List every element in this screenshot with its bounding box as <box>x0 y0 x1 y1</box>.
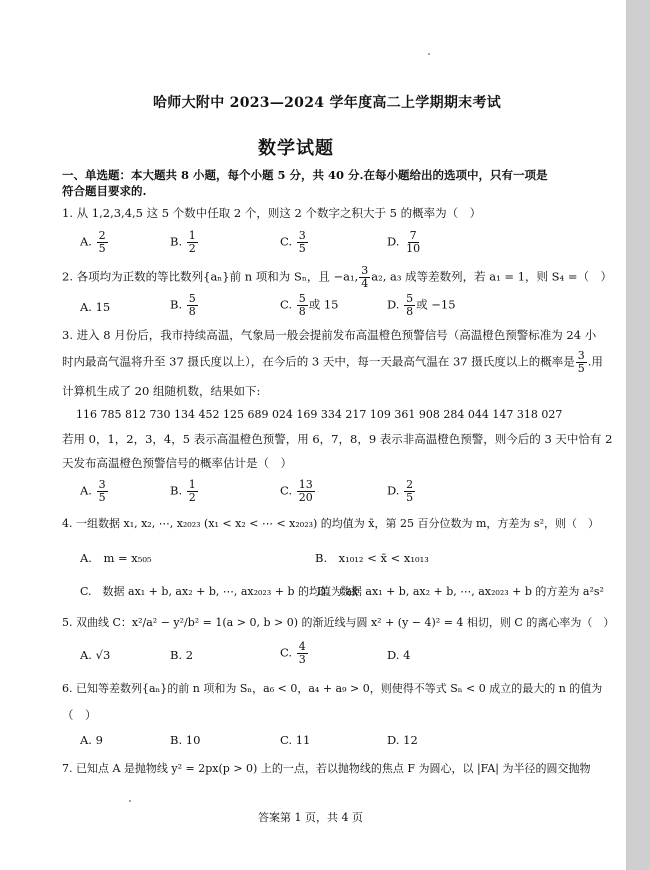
q3-option-b: B. $\frac{1}{2}$ <box>170 478 196 504</box>
q6-line1: 6. 已知等差数列{aₙ}的前 n 项和为 Sₙ，a₆ < 0，a₄ + a₉ > 0，则使得不等式 Sₙ < 0 成立的最大的 n 的值为 <box>62 682 603 695</box>
scan-speck-2 <box>129 800 131 802</box>
q5-option-b: B. 2 <box>170 648 194 662</box>
q3-random-numbers: 116 785 812 730 134 452 125 689 024 169 334 217 109 361 908 284 044 147 318 027 <box>76 408 563 421</box>
q3-option-c: C. $\frac{13}{20}$ <box>280 478 313 504</box>
q2-option-a: A. 15 <box>80 300 111 314</box>
q3-line3: 计算机生成了 20 组随机数，结果如下: <box>62 384 261 398</box>
q2-stem: 2. 各项均为正数的等比数列{aₙ}前 n 项和为 Sₙ，且 −a₁, $\frac{3}{4}$ a₂, a₃ 成等差数列，若 a₁ = 1，则 S₄ =（ ） <box>62 264 612 290</box>
q4-option-c: C. 数据 ax₁ + b, ax₂ + b, ⋯, ax₂₀₂₃ + b 的均值为 ax̄ <box>80 585 359 598</box>
q5-option-c: C. $\frac{4}{3}$ <box>280 640 306 666</box>
q4-stem: 4. 一组数据 x₁, x₂, ⋯, x₂₀₂₃ (x₁ < x₂ < ⋯ < x₂₀₂₃) 的均值为 x̄，第 25 百分位数为 m，方差为 s²，则（ ） <box>62 517 599 530</box>
q7-stem: 7. 已知点 A 是抛物线 y² = 2px(p > 0) 上的一点，若以抛物线的焦点 F 为圆心，以 |FA| 为半径的圆交抛物 <box>62 762 591 775</box>
q3-option-d: D. $\frac{2}{5}$ <box>387 478 414 504</box>
q6-option-b: B. 10 <box>170 733 201 747</box>
exam-title: 哈师大附中 2023—2024 学年度高二上学期期末考试 <box>153 95 502 111</box>
section-heading-line1: 一、单选题：本大题共 8 小题，每个小题 5 分，共 40 分.在每小题给出的选项中，只有一项是 <box>62 168 548 182</box>
q1-option-b: B. $\frac{1}{2}$ <box>170 229 196 255</box>
page-footer: 答案第 1 页，共 4 页 <box>258 811 363 824</box>
q1-option-a: A. $\frac{2}{5}$ <box>80 229 106 255</box>
q2-option-c: C. $\frac{5}{8}$ 或 15 <box>280 292 339 318</box>
q3-line4: 若用 0，1，2，3，4，5 表示高温橙色预警，用 6，7，8，9 表示非高温橙色预警，则今后的 3 天中恰有 2 <box>62 432 613 446</box>
q3-option-a: A. $\frac{3}{5}$ <box>80 478 106 504</box>
viewer-scrollbar[interactable] <box>627 0 650 870</box>
q2-option-b: B. $\frac{5}{8}$ <box>170 292 196 318</box>
q1-stem: 1. 从 1,2,3,4,5 这 5 个数中任取 2 个，则这 2 个数字之积大于 5 的概率为（ ） <box>62 206 482 220</box>
section-heading-line2: 符合题目要求的. <box>62 184 147 198</box>
q2-option-d: D. $\frac{5}{8}$ 或 −15 <box>387 292 456 318</box>
q4-option-a: A. m = x₅₀₅ <box>80 551 152 565</box>
scan-speck <box>428 53 430 55</box>
q6-option-a: A. 9 <box>80 733 103 747</box>
q1-option-c: C. $\frac{3}{5}$ <box>280 229 306 255</box>
q5-option-a: A. √3 <box>80 648 111 662</box>
exam-subtitle: 数学试题 <box>258 138 334 159</box>
q4-option-d: D. 数据 ax₁ + b, ax₂ + b, ⋯, ax₂₀₂₃ + b 的方差为 a²s² <box>317 585 604 598</box>
q5-stem: 5. 双曲线 C：x²/a² − y²/b² = 1(a > 0, b > 0) 的渐近线与圆 x² + (y − 4)² = 4 相切，则 C 的离心率为（ ） <box>62 616 615 629</box>
q3-line5: 天发布高温橙色预警信号的概率估计是（ ） <box>62 456 292 470</box>
q6-option-d: D. 12 <box>387 733 418 747</box>
q6-option-c: C. 11 <box>280 733 311 747</box>
q6-line2: （ ） <box>62 708 97 722</box>
q5-option-d: D. 4 <box>387 648 411 662</box>
q3-line1: 3. 进入 8 月份后，我市持续高温，气象局一般会提前发布高温橙色预警信号（高温橙色预警标准为 24 小 <box>62 328 597 342</box>
q1-option-d: D. $\frac{7}{10}$ <box>387 229 421 255</box>
q3-line2: 时内最高气温将升至 37 摄氏度以上），在今后的 3 天中，每一天最高气温在 37 摄氏度以上的概率是 $\frac{3}{5}$ .用 <box>62 349 603 375</box>
q4-option-b: B. x₁₀₁₂ < x̄ < x₁₀₁₃ <box>315 551 429 565</box>
